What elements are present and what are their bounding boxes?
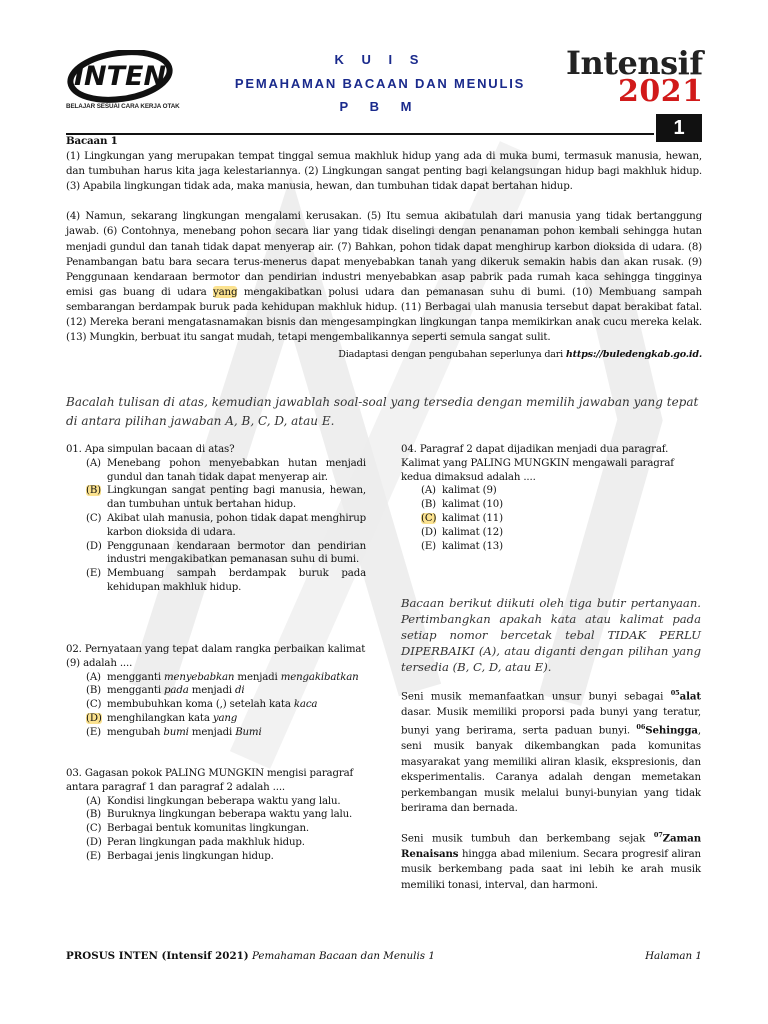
option-text: Membuang sampah berdampak buruk pada kehidupan makhluk hidup. <box>107 568 366 593</box>
paragraph-2-text-b: mengakibatkan polusi udara dan pemanasan suhu di bumi. (10) Membuang sampah sembarangan berdampak buruk pada kehidupan makhluk hidup. (11) Berbagai ulah manusia tersebut dapat berakibat fatal. (12) Mereka berani mengatasnamakan bisnis dan mengesampingkan lingkungan tanpa memikirkan anak cucu mereka kelak. (13) Mungkin, berbuat itu sangat mudah, tetapi mengembalikannya seperti semula sangat sulit. <box>66 285 702 344</box>
option-mid: menjadi <box>188 685 236 697</box>
option-text: Berbagai bentuk komunitas lingkungan. <box>107 823 309 835</box>
option-label: (E) <box>86 850 101 862</box>
option-text: Menebang pohon menyebabkan hutan menjadi gundul dan tanah tidak dapat menyerap air. <box>107 457 366 483</box>
logo-text: INTEN <box>73 61 167 92</box>
option-c[interactable] <box>86 822 366 836</box>
passage-text: dasar. Musik memiliki proporsi pada bunyi yang teratur, bunyi yang berirama, serta paduan bunyi. <box>401 706 701 737</box>
option-label-wrap <box>86 484 107 498</box>
footer-subject: Pemahaman Bacaan dan Menulis 1 <box>251 950 435 962</box>
option-text: mengganti <box>107 671 165 683</box>
source-prefix: Diadaptasi dengan pengubahan seperlunya dari <box>338 349 566 361</box>
option-d[interactable] <box>86 712 366 726</box>
option-label: (E) <box>421 540 436 552</box>
option-c[interactable] <box>86 698 366 712</box>
option-label-highlighted: (D) <box>86 712 102 724</box>
option-label: (C) <box>86 823 102 835</box>
item-bold-06: Sehingga <box>645 724 698 737</box>
header-title-pbm: P B M <box>339 99 421 114</box>
option-text: Kondisi lingkungan beberapa waktu yang lalu. <box>107 795 341 807</box>
passage-text: hingga abad milenium. Secara progresif aliran musik berkembang pada saat ini lebih ke arah musik memiliki tonasi, interval, dan harmoni. <box>401 848 701 891</box>
option-e[interactable] <box>421 540 701 554</box>
brand-intensif: Intensif <box>566 44 703 82</box>
option-b[interactable] <box>86 484 366 512</box>
option-label: (A) <box>421 485 436 497</box>
option-e[interactable] <box>86 726 366 740</box>
paragraph-2-text-a: (4) Namun, sekarang lingkungan mengalami kerusakan. (5) Itu semua akibatulah dari manusia yang tidak bertanggung jawab. (6) Contohnya, menebang pohon secara liar yang tidak diselingi dengan penanaman pohon kembali sehingga hutan menjadi gundul dan tanah tidak dapat menyerap air. (7) Bahkan, pohon tidak dapat menghirup karbon dioksida di udara. (8) Penambangan batu bara secara terus-menerus dapat menyebabkan tanah yang dikeruk semakin habis dan akan rusak. (9) Penggunaan kendaraan bermotor dan pendirian industri menyebabkan asap pabrik pada rumah kaca sehingga tingginya emisi gas buang di udara <box>66 210 702 298</box>
option-label: (A) <box>86 795 101 807</box>
option-label: (B) <box>421 499 436 511</box>
option-label: (E) <box>86 726 101 738</box>
option-d[interactable] <box>86 836 366 850</box>
question-03 <box>66 767 366 864</box>
option-text: Peran lingkungan pada makhluk hidup. <box>107 836 305 848</box>
reading-heading: Bacaan 1 <box>66 135 118 147</box>
option-label: (D) <box>421 526 437 538</box>
option-e[interactable] <box>86 567 366 595</box>
item-number-06: 06 <box>636 723 646 732</box>
question-stem: 04. Paragraf 2 dapat dijadikan menjadi dua paragraf. Kalimat yang PALING MUNGKIN mengawali paragraf kedua dimaksud adalah .... <box>401 444 674 483</box>
page-number-badge: 1 <box>656 114 702 142</box>
option-italic-1: kaca <box>293 699 318 711</box>
option-a[interactable] <box>86 457 366 485</box>
option-text: membubuhkan koma (,) setelah kata <box>107 699 294 711</box>
reading-2-paragraph-1 <box>401 686 701 817</box>
option-text: Berbagai jenis lingkungan hidup. <box>107 850 274 862</box>
option-italic-1: menyebabkan <box>164 671 235 683</box>
option-mid: menjadi <box>188 726 236 738</box>
highlighted-word: yang <box>213 285 238 298</box>
option-c[interactable] <box>421 512 701 526</box>
reading-2-intro: Bacaan berikut diikuti oleh tiga butir pertanyaan. Pertimbangkan apakah kata atau kalimat pada setiap nomor bercetak tebal TIDAK PERLU DIPERBAIKI (A), atau diganti dengan pilihan yang tersedia (B, C, D, atau E). <box>401 596 701 674</box>
item-number-05: 05 <box>670 689 680 697</box>
option-b[interactable] <box>86 684 366 698</box>
option-label: (D) <box>86 540 102 552</box>
footer-page: Halaman 1 <box>645 950 702 962</box>
option-text: kalimat (13) <box>442 540 503 552</box>
question-stem: 01. Apa simpulan bacaan di atas? <box>66 444 235 455</box>
option-text: kalimat (9) <box>442 485 497 497</box>
option-label: (C) <box>86 699 102 711</box>
instruction-text: Bacalah tulisan di atas, kemudian jawablah soal-soal yang tersedia dengan memilih jawaban yang tepat di antara pilihan jawaban A, B, C, D, atau E. <box>66 395 699 428</box>
option-label-highlighted: (C) <box>421 512 437 524</box>
page-footer <box>66 950 702 962</box>
option-b[interactable] <box>86 808 366 822</box>
option-label: (B) <box>86 809 101 821</box>
reading-paragraph-2 <box>66 209 702 345</box>
option-label-wrap <box>421 512 442 526</box>
brand-year: 2021 <box>618 74 704 109</box>
option-italic-2: mengakibatkan <box>280 671 359 683</box>
option-a[interactable] <box>86 795 366 809</box>
option-text: Penggunaan kendaraan bermotor dan pendirian industri mengakibatkan pemanasan suhu di bumi. <box>107 540 366 566</box>
question-stem: 03. Gagasan pokok PALING MUNGKIN mengisi paragraf antara paragraf 1 dan paragraf 2 adalah .... <box>66 768 354 793</box>
option-italic-1: yang <box>212 712 238 724</box>
option-text: kalimat (10) <box>442 499 503 511</box>
option-label: (A) <box>86 671 101 683</box>
option-mid: menjadi <box>234 671 281 683</box>
question-stem: 02. Pernyataan yang tepat dalam rangka perbaikan kalimat (9) adalah .... <box>66 644 366 669</box>
option-italic-2: Bumi <box>235 726 262 738</box>
option-text: menghilangkan kata <box>107 712 213 724</box>
passage-text: Seni musik tumbuh dan berkembang sejak <box>401 833 654 845</box>
option-b[interactable] <box>421 498 701 512</box>
option-text: kalimat (11) <box>442 512 503 524</box>
option-label: (C) <box>86 512 102 524</box>
option-a[interactable] <box>421 484 701 498</box>
item-bold-05: alat <box>679 690 701 703</box>
question-02 <box>66 643 366 740</box>
option-text: mengganti <box>107 685 165 697</box>
option-text: kalimat (12) <box>442 526 503 538</box>
footer-course: PROSUS INTEN (Intensif 2021) <box>66 950 249 962</box>
option-d[interactable] <box>421 526 701 540</box>
reading-2-paragraph-2 <box>401 828 701 893</box>
option-text: Buruknya lingkungan beberapa waktu yang lalu. <box>107 809 353 821</box>
question-04 <box>401 443 701 553</box>
option-a[interactable] <box>86 671 366 685</box>
option-text: Akibat ulah manusia, pohon tidak dapat menghirup karbon dioksida di udara. <box>107 512 366 538</box>
option-italic-1: bumi <box>163 726 189 738</box>
passage-text: , seni musik banyak dikembangkan pada komunitas masyarakat yang memiliki aliran klasik, ekspresionis, dan eksperimentalis. Caranya adalah dengan memetakan perkembangan musik melalui bunyi-bunyian yang tidak berirama dan bernada. <box>401 725 701 815</box>
option-italic-2: di <box>235 685 245 697</box>
option-e[interactable] <box>86 850 366 864</box>
option-text: mengubah <box>107 726 164 738</box>
option-label: (A) <box>86 457 101 469</box>
option-italic-1: pada <box>164 685 189 697</box>
option-label: (D) <box>86 836 102 848</box>
option-label: (B) <box>86 685 101 697</box>
item-number-07: 07 <box>653 831 663 839</box>
reading-source <box>66 347 702 362</box>
header-title-subject: PEMAHAMAN BACAAN DAN MENULIS <box>234 76 526 91</box>
item-bold-07: Zaman Renaisans <box>401 832 701 860</box>
reading-paragraph-1: (1) Lingkungan yang merupakan tempat tinggal semua makhluk hidup yang ada di muka bumi, termasuk manusia, hewan, dan tumbuhan harus kita jaga kelestariannya. (2) Lingkungan sangat penting bagi kelangsungan hidup bagi makhluk hidup. (3) Apabila lingkungan tidak ada, maka manusia, hewan, dan tumbuhan tidak dapat bertahan hidup. <box>66 150 702 193</box>
option-d[interactable] <box>86 540 366 568</box>
question-01 <box>66 443 366 595</box>
logo-tagline: BELAJAR SESUAI CARA KERJA OTAK <box>66 103 180 110</box>
passage-text: Seni musik memanfaatkan unsur bunyi sebagai <box>401 691 671 703</box>
option-label-highlighted: (B) <box>86 485 101 497</box>
reading-passage <box>66 134 702 362</box>
source-url: https://buledengkab.go.id. <box>565 349 702 361</box>
option-label: (E) <box>86 568 101 580</box>
option-c[interactable] <box>86 512 366 540</box>
header-title-kuis: K U I S <box>334 52 426 67</box>
option-label-wrap <box>86 712 107 726</box>
option-text: Lingkungan sangat penting bagi manusia, hewan, dan tumbuhan untuk bertahan hidup. <box>107 485 366 511</box>
